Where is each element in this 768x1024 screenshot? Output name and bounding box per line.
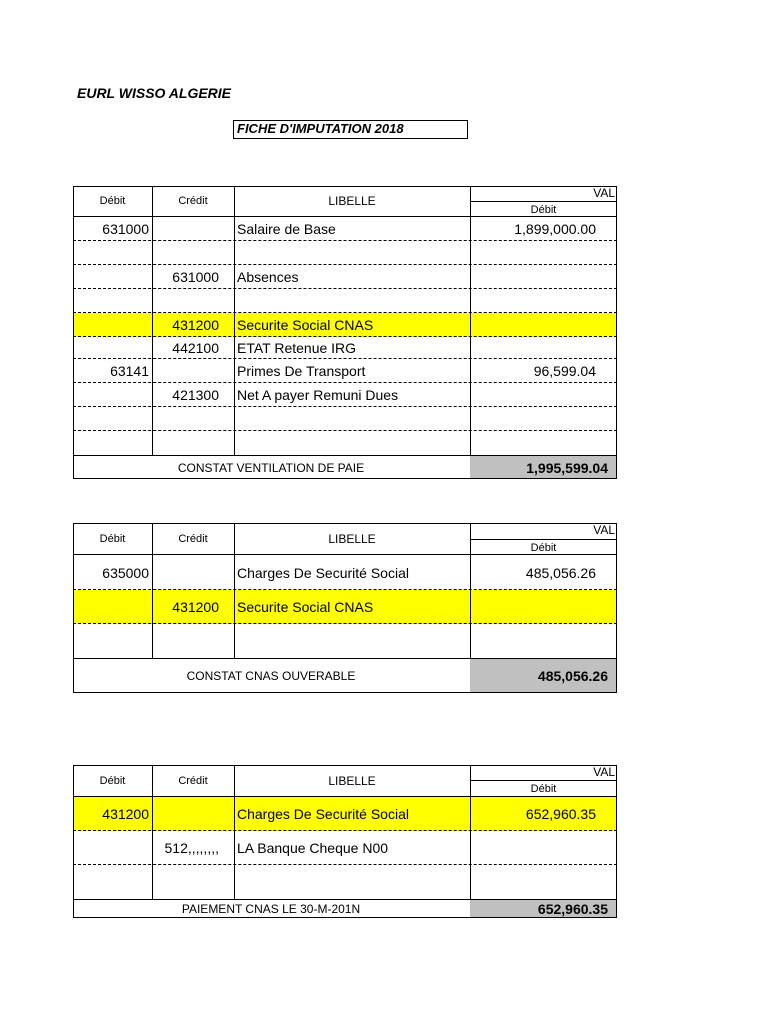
header-val: VAL: [593, 523, 615, 537]
credit-cell: 442100: [172, 340, 219, 356]
header-credit: Crédit: [178, 774, 208, 787]
table-border: [73, 765, 617, 918]
header-val: VAL: [593, 186, 615, 200]
libelle-cell: Absences: [237, 269, 299, 285]
credit-cell: 421300: [172, 387, 219, 403]
imputation-table: [73, 765, 617, 918]
total-label: PAIEMENT CNAS LE 30-M-201N: [181, 902, 361, 916]
total-label: CONSTAT VENTILATION DE PAIE: [177, 460, 365, 475]
company-name: EURL WISSO ALGERIE: [77, 85, 232, 101]
libelle-cell: Securite Social CNAS: [237, 317, 374, 333]
value-cell: 652,960.35: [525, 806, 596, 822]
header-debit: Débit: [99, 774, 126, 787]
header-val-debit: Débit: [470, 780, 617, 798]
debit-cell: 635000: [102, 564, 149, 581]
header-val-debit: Débit: [470, 201, 617, 218]
header-libelle: LIBELLE: [328, 773, 376, 788]
total-value: 652,960.35: [470, 900, 617, 918]
debit-cell: 631000: [102, 221, 149, 237]
header-debit: Débit: [99, 195, 126, 207]
total-value: 485,056.26: [470, 659, 617, 693]
document-title: FICHE D'IMPUTATION 2018: [233, 120, 468, 139]
libelle-cell: Charges De Securité Social: [237, 564, 409, 581]
libelle-cell: Securite Social CNAS: [237, 599, 374, 615]
debit-cell: 63141: [110, 363, 149, 379]
imputation-table: [73, 186, 617, 479]
header-credit: Crédit: [178, 532, 208, 545]
value-cell: 485,056.26: [525, 564, 596, 581]
libelle-cell: Salaire de Base: [237, 221, 336, 237]
libelle-cell: ETAT Retenue IRG: [237, 340, 357, 356]
table-border: [73, 523, 617, 693]
header-val: VAL: [593, 765, 615, 779]
libelle-cell: Net A payer Remuni Dues: [237, 387, 399, 403]
total-value: 1,995,599.04: [470, 456, 617, 479]
table-border: [73, 186, 617, 479]
header-debit: Débit: [99, 532, 126, 545]
value-cell: 96,599.04: [533, 363, 596, 379]
header-libelle: LIBELLE: [328, 531, 376, 546]
credit-cell: 631000: [172, 269, 219, 285]
libelle-cell: LA Banque Cheque N00: [237, 840, 389, 856]
header-libelle: LIBELLE: [328, 194, 376, 208]
credit-cell: 431200: [172, 317, 219, 333]
value-cell: 1,899,000.00: [514, 221, 596, 237]
debit-cell: 431200: [102, 806, 149, 822]
total-label: CONSTAT CNAS OUVERABLE: [186, 669, 356, 683]
libelle-cell: Primes De Transport: [237, 363, 366, 379]
libelle-cell: Charges De Securité Social: [237, 806, 409, 822]
imputation-table: [73, 523, 617, 693]
header-credit: Crédit: [178, 195, 208, 207]
credit-cell: 431200: [172, 599, 219, 615]
credit-cell: 512,,,,,,,,: [164, 840, 219, 856]
header-val-debit: Débit: [470, 539, 617, 556]
